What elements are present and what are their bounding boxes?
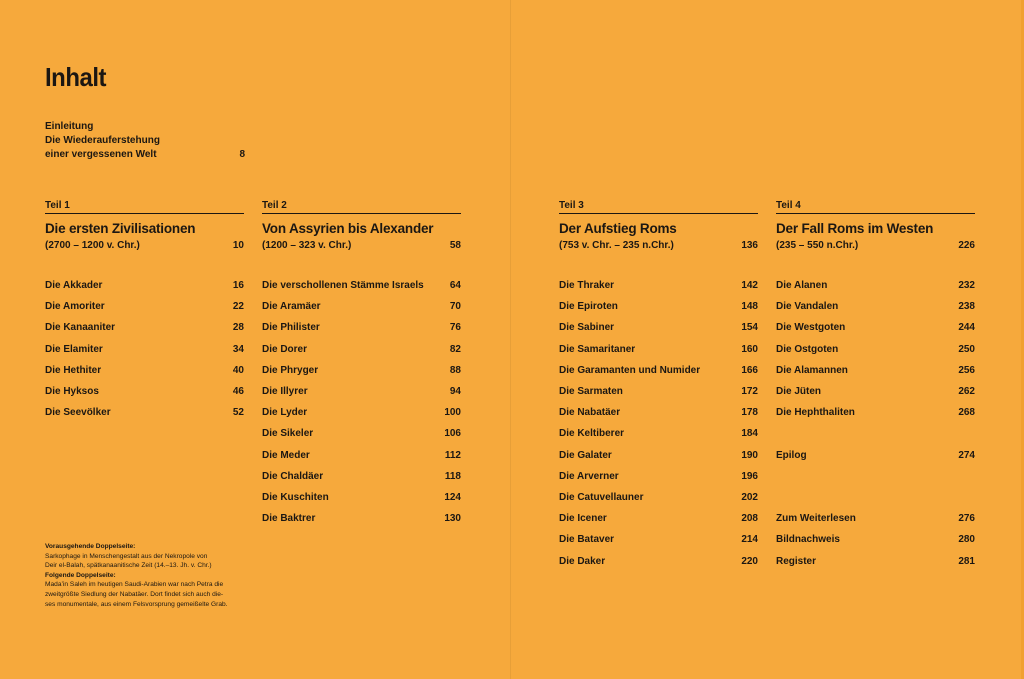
part-dates: (235 – 550 n.Chr.): [776, 240, 859, 251]
toc-entry: [776, 280, 975, 291]
entry-page: 100: [444, 407, 461, 419]
entry-name: Die Icener: [559, 513, 607, 525]
prev-spread-line: Deir el-Balah, spätkanaanitische Zeit (14.–13. Jh. v. Chr.): [45, 562, 212, 570]
entry-name: Die Aramäer: [262, 301, 321, 313]
part-1: [45, 200, 244, 419]
toc-entry-epilog: [776, 450, 975, 461]
toc-entry: [559, 556, 758, 567]
part-page: 10: [232, 240, 244, 251]
toc-entry: [559, 513, 758, 524]
part-3: [559, 200, 758, 567]
entry-name: Die Daker: [559, 555, 606, 567]
entry-page: 214: [741, 534, 758, 546]
toc-entry: [262, 471, 461, 482]
entry-page: 52: [232, 407, 244, 419]
part-page: 226: [958, 240, 975, 251]
entry-page: 82: [449, 343, 461, 355]
intro-line-3-row: [45, 148, 245, 162]
intro-line-2: Die Wiederauferstehung: [45, 135, 160, 146]
entry-page: 184: [741, 428, 758, 440]
entry-name: Die Hyksos: [45, 386, 99, 397]
entry-name: Die Keltiberer: [559, 428, 625, 440]
entry-name: Die Alanen: [776, 280, 828, 291]
toc-entry: [559, 450, 758, 461]
toc-entry: [776, 322, 975, 333]
entry-name: Die Garamanten und Numider: [559, 364, 701, 376]
entry-name: Die Samaritaner: [559, 343, 636, 355]
entry-name: Register: [776, 555, 817, 567]
entry-name: Die Sikeler: [262, 428, 314, 440]
entry-name: Die verschollenen Stämme Israels: [262, 280, 424, 291]
toc-entry: [559, 301, 758, 312]
entry-page: 154: [741, 322, 758, 334]
intro-line-1: Einleitung: [45, 121, 94, 132]
entry-name: Die Seevölker: [45, 407, 111, 419]
toc-entry-index: [776, 556, 975, 567]
toc-entry: [262, 386, 461, 397]
toc-entry: [262, 365, 461, 376]
entry-page: 130: [444, 513, 461, 525]
entry-page: 232: [958, 280, 975, 291]
toc-entry: [776, 386, 975, 397]
entry-page: 160: [741, 343, 758, 355]
entry-name: Die Kanaaniter: [45, 322, 116, 334]
part-dates-row: [776, 240, 975, 251]
toc-entry: [559, 534, 758, 545]
entry-page: 238: [958, 301, 975, 313]
entry-name: Die Catuvellauner: [559, 492, 644, 503]
toc-entry: [776, 365, 975, 376]
entry-page: 280: [958, 534, 975, 546]
entry-page: 34: [232, 343, 244, 355]
entry-page: 276: [958, 513, 975, 525]
entry-page: 256: [958, 364, 975, 376]
entry-page: 16: [232, 280, 244, 291]
entry-name: Die Chaldäer: [262, 470, 324, 482]
entry-name: Die Thraker: [559, 280, 615, 291]
part-2: [262, 200, 461, 525]
toc-entry: [559, 365, 758, 376]
entry-page: 220: [741, 555, 758, 567]
introduction-entry: [45, 120, 245, 162]
entry-page: 244: [958, 322, 975, 334]
toc-entry: [559, 386, 758, 397]
entry-name: Die Ostgoten: [776, 343, 839, 355]
entry-name: Die Amoriter: [45, 301, 105, 313]
part-title: Die ersten Zivilisationen: [45, 221, 196, 236]
toc-entry: [45, 280, 244, 291]
part-4: [776, 200, 975, 567]
toc-entry: [559, 492, 758, 503]
next-spread-line: Mada’in Saleh im heutigen Saudi-Arabien war nach Petra die: [45, 581, 224, 589]
entry-page: 142: [741, 280, 758, 291]
toc-entry: [262, 428, 461, 439]
entry-page: 124: [444, 492, 461, 503]
toc-entry: [262, 492, 461, 503]
toc-entry: [262, 450, 461, 461]
toc-entry: [262, 280, 461, 291]
entry-name: Die Phryger: [262, 364, 319, 376]
entry-page: 148: [741, 301, 758, 313]
entry-page: 22: [232, 301, 244, 313]
toc-entry: [559, 344, 758, 355]
toc-entry: [45, 301, 244, 312]
prev-spread-line: Sarkophage in Menschengestalt aus der Nekropole von: [45, 552, 208, 560]
page-fold: [510, 0, 511, 679]
toc-entry: [262, 513, 461, 524]
entry-name: Die Lyder: [262, 407, 308, 419]
prev-spread-heading: Vorausgehende Doppelseite:: [45, 543, 136, 550]
intro-page: 8: [239, 149, 245, 160]
entry-name: Die Arverner: [559, 470, 619, 482]
entry-name: Die Epiroten: [559, 301, 618, 313]
part-page: 136: [741, 240, 758, 251]
toc-entry: [45, 407, 244, 418]
entry-name: Die Akkader: [45, 280, 103, 291]
entry-name: Die Alamannen: [776, 364, 848, 376]
toc-entry: [559, 322, 758, 333]
entry-page: 281: [958, 555, 975, 567]
part-dates: (753 v. Chr. – 235 n.Chr.): [559, 240, 674, 251]
entry-name: Die Dorer: [262, 343, 308, 355]
part-dates-row: [262, 240, 461, 251]
entry-page: 70: [449, 301, 461, 313]
entry-name: Die Kuschiten: [262, 492, 329, 503]
next-spread-heading: Folgende Doppelseite:: [45, 571, 116, 579]
entry-page: 196: [741, 470, 758, 482]
part-page: 58: [449, 240, 461, 251]
entry-name: Die Elamiter: [45, 343, 103, 355]
part-label: Teil 1: [45, 200, 244, 214]
entry-page: 88: [449, 364, 461, 376]
toc-entry: [559, 280, 758, 291]
entry-name: Die Bataver: [559, 534, 615, 546]
toc-entry: [776, 301, 975, 312]
entry-page: 250: [958, 343, 975, 355]
entry-name: Die Vandalen: [776, 301, 839, 313]
entry-page: 274: [958, 449, 975, 461]
toc-entry: [45, 365, 244, 376]
toc-entry: [262, 344, 461, 355]
entry-page: 268: [958, 407, 975, 419]
entry-page: 112: [444, 449, 461, 461]
entry-name: Die Jüten: [776, 386, 822, 397]
entry-page: 76: [449, 322, 461, 334]
entry-page: 202: [741, 492, 758, 503]
spread-captions: [45, 542, 250, 609]
intro-line-3: einer vergessenen Welt: [45, 149, 157, 160]
part-title: Der Aufstieg Roms: [559, 221, 677, 236]
page-title: Inhalt: [45, 62, 107, 92]
entry-name: Die Philister: [262, 322, 320, 334]
toc-entry: [262, 407, 461, 418]
part-label: Teil 3: [559, 200, 758, 214]
toc-entry-further-reading: [776, 513, 975, 524]
toc-entry: [45, 322, 244, 333]
entry-page: 190: [741, 449, 758, 461]
entry-page: 40: [232, 364, 244, 376]
entry-page: 172: [741, 386, 758, 397]
toc-entry: [559, 428, 758, 439]
part-title: Der Fall Roms im Westen: [776, 221, 934, 236]
toc-entry: [776, 344, 975, 355]
entry-name: Die Meder: [262, 449, 310, 461]
part-title: Von Assyrien bis Alexander: [262, 221, 434, 236]
entry-page: 28: [232, 322, 244, 334]
next-spread-line: ses monumentale, aus einem Felsvorsprung gemeißelte Grab.: [45, 600, 228, 608]
entry-page: 208: [741, 513, 758, 525]
entry-name: Epilog: [776, 449, 807, 461]
next-spread-line: zweitgrößte Siedlung der Nabatäer. Dort findet sich auch die-: [45, 590, 224, 598]
entry-page: 166: [741, 364, 758, 376]
entry-page: 178: [741, 407, 758, 419]
entry-name: Die Westgoten: [776, 322, 846, 334]
toc-entry: [559, 407, 758, 418]
entry-page: 106: [444, 428, 461, 440]
entry-page: 46: [232, 386, 244, 397]
entry-page: 64: [449, 280, 461, 291]
entry-name: Die Hethiter: [45, 364, 102, 376]
toc-entry: [262, 301, 461, 312]
toc-entry: [45, 344, 244, 355]
part-dates-row: [45, 240, 244, 251]
part-dates: (1200 – 323 v. Chr.): [262, 240, 352, 251]
entry-name: Die Galater: [559, 449, 612, 461]
part-label: Teil 4: [776, 200, 975, 214]
entry-name: Die Sarmaten: [559, 386, 623, 397]
entry-name: Die Nabatäer: [559, 407, 621, 419]
toc-entry: [559, 471, 758, 482]
entry-name: Zum Weiterlesen: [776, 513, 856, 525]
entry-page: 118: [444, 470, 461, 482]
part-dates-row: [559, 240, 758, 251]
entry-page: 262: [958, 386, 975, 397]
toc-entry: [776, 407, 975, 418]
toc-entry: [262, 322, 461, 333]
entry-name: Die Baktrer: [262, 513, 316, 525]
toc-entry: [45, 386, 244, 397]
entry-name: Die Hephthaliten: [776, 407, 855, 419]
entry-name: Die Sabiner: [559, 322, 615, 334]
entry-name: Bildnachweis: [776, 534, 840, 546]
part-label: Teil 2: [262, 200, 461, 214]
entry-name: Die Illyrer: [262, 386, 308, 397]
part-dates: (2700 – 1200 v. Chr.): [45, 240, 140, 251]
entry-page: 94: [449, 386, 461, 397]
toc-entry-credits: [776, 534, 975, 545]
